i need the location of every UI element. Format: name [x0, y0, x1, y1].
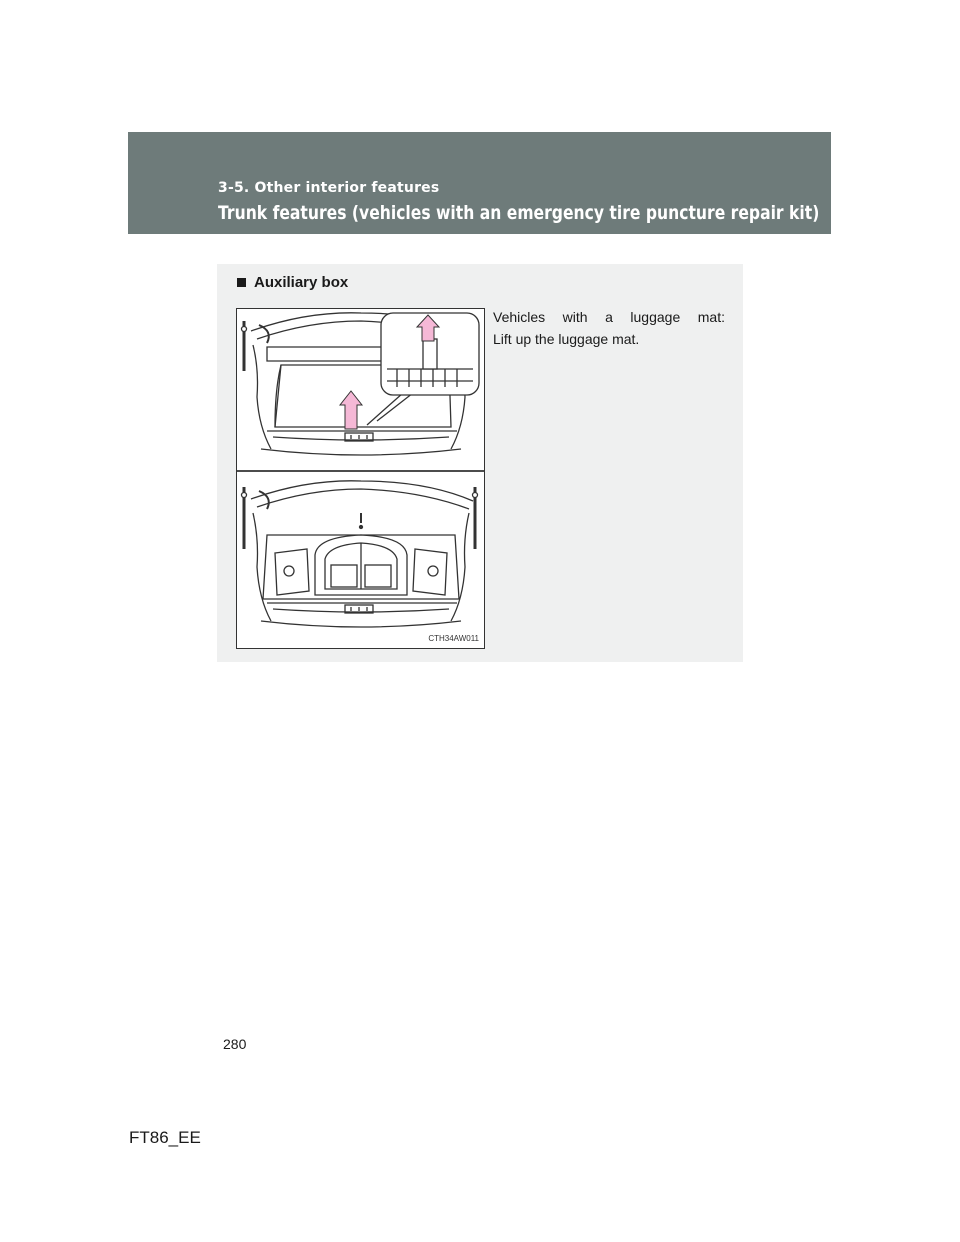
trunk-with-mat-drawing [242, 313, 480, 455]
subsection-heading-text: Auxiliary box [254, 274, 349, 291]
trunk-open-box-drawing [242, 481, 478, 627]
section-label: 3-5. Other interior features [218, 180, 440, 196]
page-number: 280 [223, 1036, 247, 1052]
model-code: FT86_EE [129, 1128, 201, 1147]
header-band [128, 132, 831, 234]
trunk-illustration [236, 308, 485, 649]
instruction-line-1: Vehicles with a luggage mat: [493, 309, 725, 325]
subsection-heading [237, 274, 348, 291]
instruction-line-2: Lift up the luggage mat. [493, 331, 640, 347]
illustration-code: CTH34AW011 [428, 634, 479, 643]
content-box [217, 264, 743, 662]
square-bullet-icon [237, 278, 246, 287]
instruction-text [493, 306, 725, 350]
page-title: Trunk features (vehicles with an emergency tire puncture repair kit) [218, 202, 820, 224]
